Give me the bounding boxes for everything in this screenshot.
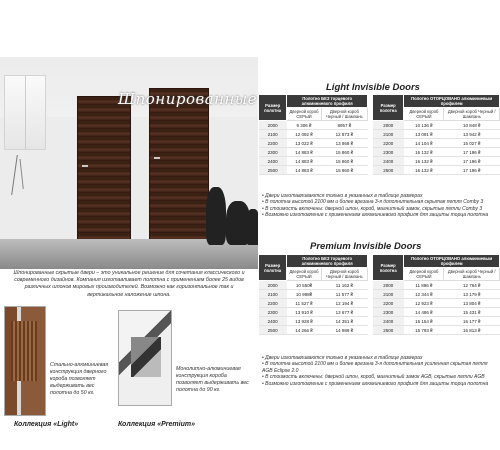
premium-profile-image bbox=[118, 310, 172, 406]
table-row bbox=[259, 139, 368, 148]
price-cell: 13 804 ₴ bbox=[444, 299, 500, 308]
table-row bbox=[373, 290, 500, 299]
price-cell: 16 132 ₴ bbox=[404, 157, 444, 166]
table-row bbox=[259, 299, 368, 308]
size-cell: 2100 bbox=[373, 290, 404, 299]
table-row bbox=[259, 121, 368, 130]
table-row bbox=[373, 299, 500, 308]
table-row bbox=[373, 130, 500, 139]
size-cell: 2100 bbox=[259, 290, 287, 299]
no-edge-header: Полотно БЕЗ торцевого алюминиевого профиля bbox=[287, 255, 368, 268]
size-cell: 2200 bbox=[259, 299, 287, 308]
price-cell: 13 910 ₴ bbox=[287, 308, 321, 317]
table-row bbox=[373, 139, 500, 148]
price-cell: 12 873 ₴ bbox=[321, 130, 367, 139]
box-grey-header: Дверной короб СЕРЫЙ bbox=[287, 108, 321, 121]
window-decor bbox=[4, 75, 46, 150]
size-cell: 2500 bbox=[259, 326, 287, 335]
price-cell: 14 104 ₴ bbox=[404, 139, 444, 148]
table-row bbox=[373, 326, 500, 335]
price-cell: 13 928 ₴ bbox=[287, 317, 321, 326]
price-cell: 14 266 ₴ bbox=[287, 326, 321, 335]
size-cell: 2000 bbox=[373, 281, 404, 290]
table-row bbox=[373, 317, 500, 326]
light-section-title: Light Invisible Doors bbox=[326, 82, 420, 93]
price-cell: 13 868 ₴ bbox=[321, 139, 367, 148]
price-cell: 14 351 ₴ bbox=[321, 317, 367, 326]
edged-header: Полотно ОТОРЦОВАНО алюминиевым профилем bbox=[404, 255, 500, 268]
light-price-table-no-edge bbox=[258, 94, 368, 175]
price-cell: 13 179 ₴ bbox=[444, 290, 500, 299]
vase-decor bbox=[206, 187, 226, 245]
price-cell: 13 091 ₴ bbox=[404, 130, 444, 139]
table-row bbox=[373, 148, 500, 157]
price-cell: 16 132 ₴ bbox=[404, 166, 444, 175]
no-edge-header: Полотно БЕЗ торцевого алюминиевого профиля bbox=[287, 95, 368, 108]
light-collection-label: Коллекция «Light» bbox=[14, 421, 79, 428]
edged-header: Полотно ОТОРЦОВАНО алюминиевым профилем bbox=[404, 95, 500, 108]
price-cell: 17 196 ₴ bbox=[444, 166, 500, 175]
price-cell: 15 793 ₴ bbox=[404, 326, 444, 335]
size-header: Размер полотна bbox=[373, 255, 404, 281]
size-cell: 2000 bbox=[259, 121, 287, 130]
product-photo bbox=[0, 57, 258, 269]
size-cell: 2300 bbox=[259, 308, 287, 317]
table-row bbox=[373, 157, 500, 166]
premium-collection-label: Коллекция «Premium» bbox=[118, 421, 195, 428]
size-cell: 2400 bbox=[373, 317, 404, 326]
size-cell: 2200 bbox=[373, 139, 404, 148]
size-header: Размер полотна bbox=[259, 255, 287, 281]
price-cell: 15 860 ₴ bbox=[321, 148, 367, 157]
box-black-header: Дверной короб Черный / Шампань bbox=[444, 268, 500, 281]
premium-price-table-edged bbox=[372, 254, 500, 335]
size-cell: 2200 bbox=[373, 299, 404, 308]
price-cell: 17 196 ₴ bbox=[444, 148, 500, 157]
price-cell: 13 022 ₴ bbox=[287, 139, 321, 148]
light-price-table-edged bbox=[372, 94, 500, 175]
price-cell: 10 550₴ bbox=[287, 281, 321, 290]
price-cell: 10 848 ₴ bbox=[444, 121, 500, 130]
size-cell: 2000 bbox=[373, 121, 404, 130]
box-black-header: Дверной короб Черный / Шампань bbox=[321, 268, 367, 281]
price-cell: 11 577 ₴ bbox=[321, 290, 367, 299]
premium-notes bbox=[262, 355, 498, 387]
note-item: • В стоимость включены: дверной шпон, короб, магнитный замок AGB, скрытые петли AGB bbox=[262, 374, 498, 380]
price-cell: 15 027 ₴ bbox=[444, 139, 500, 148]
table-row bbox=[259, 290, 368, 299]
price-cell: 12 194 ₴ bbox=[321, 299, 367, 308]
box-grey-header: Дверной короб СЕРЫЙ bbox=[404, 268, 444, 281]
size-cell: 2400 bbox=[259, 157, 287, 166]
price-cell: 10 136 ₴ bbox=[404, 121, 444, 130]
size-cell: 2100 bbox=[373, 130, 404, 139]
table-row bbox=[259, 148, 368, 157]
note-item: • Двери изготавливаются только в указанных в таблице размерах bbox=[262, 355, 498, 361]
price-cell: 10 998₴ bbox=[287, 290, 321, 299]
note-item: • Двери изготавливаются только в указанных в таблице размерах bbox=[262, 193, 498, 199]
price-cell: 14 989 ₴ bbox=[321, 326, 367, 335]
table-row bbox=[373, 308, 500, 317]
price-cell: 15 860 ₴ bbox=[321, 157, 367, 166]
price-cell: 12 923 ₴ bbox=[404, 299, 444, 308]
size-cell: 2000 bbox=[259, 281, 287, 290]
box-grey-header: Дверной короб СЕРЫЙ bbox=[287, 268, 321, 281]
vase-decor bbox=[246, 209, 258, 245]
note-item: • Возможно изготовление с применением алюминиевого профиля для защиты торца полотна bbox=[262, 381, 498, 387]
note-item: • В полотна высотой 2100 мм и более врезана 3-я дополнительная скрытая петля Comby 3 bbox=[262, 199, 498, 205]
note-item: • Возможно изготовление с применением алюминиевого профиля для защиты торца полотна bbox=[262, 212, 498, 218]
premium-section-title: Premium Invisible Doors bbox=[310, 241, 422, 252]
size-cell: 2500 bbox=[373, 166, 404, 175]
size-header: Размер полотна bbox=[373, 95, 404, 121]
price-cell: 14 883 ₴ bbox=[287, 157, 321, 166]
note-item: • В полотна высотой 2100 мм и более врезана 3-я дополнительная усиленная скрытая петля AGB Eclipse 2.0 bbox=[262, 361, 498, 374]
price-cell: 14 883 ₴ bbox=[287, 148, 321, 157]
box-black-header: Дверной короб Черный / Шампань bbox=[321, 108, 367, 121]
table-row bbox=[259, 317, 368, 326]
price-cell: 12 344 ₴ bbox=[404, 290, 444, 299]
price-cell: 15 431 ₴ bbox=[444, 308, 500, 317]
hero-title: Шпонированные bbox=[118, 90, 258, 108]
price-cell: 14 883 ₴ bbox=[287, 166, 321, 175]
table-row bbox=[373, 121, 500, 130]
size-cell: 2500 bbox=[259, 166, 287, 175]
table-row bbox=[259, 166, 368, 175]
price-cell: 11 162 ₴ bbox=[321, 281, 367, 290]
price-cell: 17 196 ₴ bbox=[444, 157, 500, 166]
price-cell: 12 092 ₴ bbox=[287, 130, 321, 139]
size-cell: 2300 bbox=[373, 308, 404, 317]
premium-collection-text: Монолитно-алюминиевая конструкция короба позволяет выдерживать вес полотна до 90 кг. bbox=[176, 366, 249, 393]
table-row bbox=[259, 308, 368, 317]
price-cell: 9 306 ₴ bbox=[287, 121, 321, 130]
price-cell: 8957 ₴ bbox=[321, 121, 367, 130]
price-cell: 13 942 ₴ bbox=[444, 130, 500, 139]
price-cell: 16 813 ₴ bbox=[444, 326, 500, 335]
price-cell: 15 154 ₴ bbox=[404, 317, 444, 326]
premium-price-table-no-edge bbox=[258, 254, 368, 335]
product-description: Шпонированные скрытые двери – это уникальное решение для сочетания классического и современного дизайнов. Компания изготавливает полотна с применением более 25 видов различных шпонов мировых производителей. Возможно как горизонтальное так и вертикальное наложение шпона. bbox=[13, 270, 245, 298]
size-cell: 2400 bbox=[373, 157, 404, 166]
note-item: • В стоимость включены: дверной шпон, короб, магнитный замок, скрытые петли Comby 3 bbox=[262, 206, 498, 212]
box-black-header: Дверной короб Черный / Шампань bbox=[444, 108, 500, 121]
veneer-door-right bbox=[150, 89, 208, 239]
table-row bbox=[259, 130, 368, 139]
table-row bbox=[259, 281, 368, 290]
price-cell: 16 132 ₴ bbox=[404, 148, 444, 157]
price-cell: 15 860 ₴ bbox=[321, 166, 367, 175]
price-cell: 12 764 ₴ bbox=[444, 281, 500, 290]
plant-decor bbox=[11, 155, 47, 195]
size-cell: 2100 bbox=[259, 130, 287, 139]
price-cell: 14 486 ₴ bbox=[404, 308, 444, 317]
light-profile-image bbox=[4, 306, 46, 416]
light-collection-text: Стально-алюминиевая конструкция дверного короба позволяет выдерживать вес полотна до 50 кг. bbox=[50, 362, 109, 396]
price-cell: 13 677 ₴ bbox=[321, 308, 367, 317]
price-cell: 11 527 ₴ bbox=[287, 299, 321, 308]
size-cell: 2500 bbox=[373, 326, 404, 335]
veneer-door-left bbox=[78, 97, 130, 239]
size-cell: 2300 bbox=[373, 148, 404, 157]
table-row bbox=[373, 166, 500, 175]
size-cell: 2200 bbox=[259, 139, 287, 148]
size-header: Размер полотна bbox=[259, 95, 287, 121]
price-cell: 16 177 ₴ bbox=[444, 317, 500, 326]
size-cell: 2400 bbox=[259, 317, 287, 326]
table-row bbox=[259, 157, 368, 166]
price-cell: 11 896 ₴ bbox=[404, 281, 444, 290]
light-notes bbox=[262, 193, 498, 219]
box-grey-header: Дверной короб СЕРЫЙ bbox=[404, 108, 444, 121]
size-cell: 2300 bbox=[259, 148, 287, 157]
table-row bbox=[373, 281, 500, 290]
table-row bbox=[259, 326, 368, 335]
